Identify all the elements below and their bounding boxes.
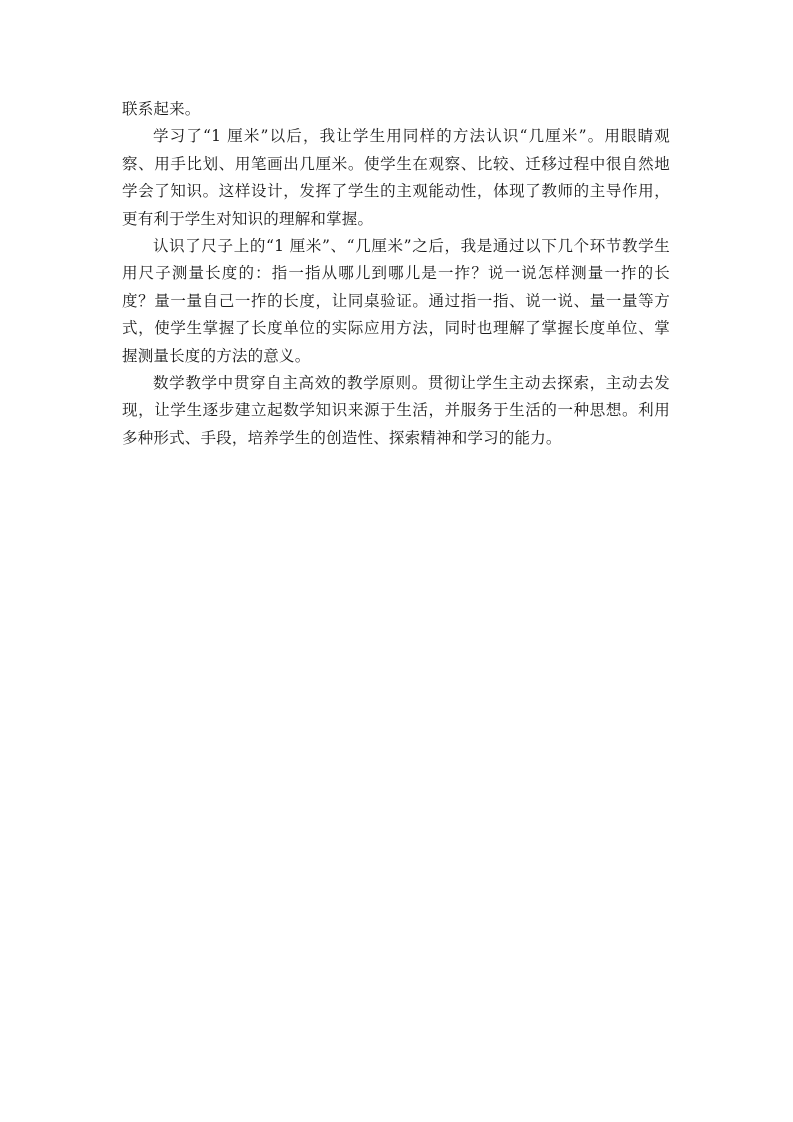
body-text xyxy=(122,96,670,452)
paragraph-1: 联系起来。 xyxy=(122,100,201,118)
paragraph-4: 数学教学中贯穿自主高效的教学原则。贯彻让学生主动去探索，主动去发现，让学生逐步建立起数学知识来源于生活，并服务于生活的一种思想。利用多种形式、手段，培养学生的创造性、探索精神和学习的能力。 xyxy=(122,374,670,447)
paragraph-2: 学习了“1 厘米”以后，我让学生用同样的方法认识“几厘米”。用眼睛观察、用手比划、用笔画出几厘米。使学生在观察、比较、迁移过程中很自然地学会了知识。这样设计，发挥了学生的主观能动性，体现了教师的主导作用，更有利于学生对知识的理解和掌握。 xyxy=(122,127,670,228)
paragraph-3: 认识了尺子上的“1 厘米”、“几厘米”之后，我是通过以下几个环节教学生用尺子测量长度的：指一指从哪儿到哪儿是一拃？说一说怎样测量一拃的长度？量一量自己一拃的长度，让同桌验证。通过指一指、说一说、量一量等方式，使学生掌握了长度单位的实际应用方法，同时也理解了掌握长度单位、掌握测量长度的方法的意义。 xyxy=(122,237,670,365)
